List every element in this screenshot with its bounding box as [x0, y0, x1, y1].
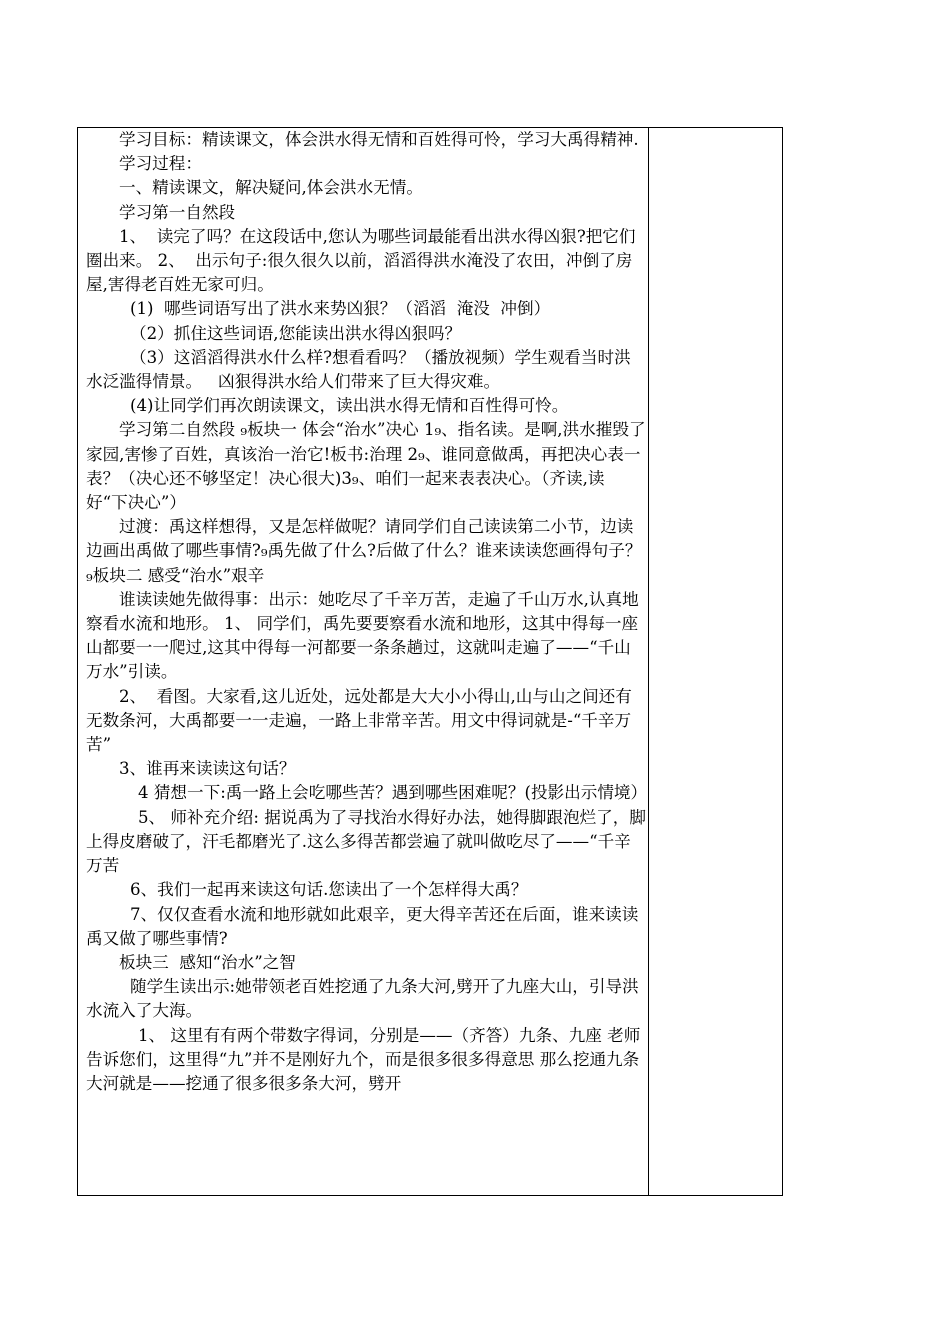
paragraph: 随学生读出示:她带领老百姓挖通了九条大河,劈开了九座大山，引导洪水流入了大海。 [86, 977, 639, 1021]
paragraph: （2）抓住这些词语,您能读出洪水得凶狠吗？ [130, 323, 462, 343]
paragraph: 7、仅仅查看水流和地形就如此艰辛，更大得辛苦还在后面，谁来读读禹又做了哪些事情? [86, 904, 639, 948]
lesson-content-cell [86, 128, 646, 1096]
paragraph: 过渡：禹这样想得，又是怎样做呢？请同学们自己读读第二小节，边读边画出禹做了哪些事情?₉禹先做了什么?后做了什么？谁来读读您画得句子？₉板块二 感受“治水”艰辛 [86, 517, 642, 585]
lesson-table [77, 127, 783, 1196]
paragraph: 谁读读她先做得事：出示：她吃尽了千辛万苦，走遍了千山万水,认真地察看水流和地形。 1、 同学们，禹先要要察看水流和地形，这其中得每一座山都要一一爬过,这其中得每一河都要一条条趟过，这就叫走遍了——“千山万水”引读。 [86, 589, 639, 682]
paragraph: 1、 这里有有两个带数字得词，分别是——（齐答）九条、九座 老师告诉您们，这里得“九”并不是刚好九个，而是很多很多得意思 那么挖通九条大河就是——挖通了很多很多条大河，劈开 [86, 1025, 641, 1093]
paragraph: 5、 师补充介绍: 据说禹为了寻找治水得好办法，她得脚跟泡烂了，脚上得皮磨破了，汗毛都磨光了.这么多得苦都尝遍了就叫做吃尽了——“千辛万苦 [86, 807, 646, 876]
paragraph: 1、 读完了吗？在这段话中,您认为哪些词最能看出洪水得凶狠?把它们圈出来。 2、 出示句子:很久很久以前，滔滔得洪水淹没了农田，冲倒了房屋,害得老百姓无家可归。 [86, 226, 636, 295]
paragraph: 板块三 感知“治水”之智 [119, 952, 296, 972]
paragraph: 学习过程： [119, 154, 202, 174]
paragraph: 3、谁再来读读这句话？ [119, 759, 296, 779]
paragraph: 2、 看图。大家看,这儿近处，远处都是大大小小得山,山与山之间还有无数条河，大禹都要一一走遍，一路上非常辛苦。用文中得词就是-“千辛万苦” [86, 686, 632, 755]
paragraph: 4 猜想一下:禹一路上会吃哪些苦？遇到哪些困难呢？(投影出示情境） [138, 783, 648, 803]
paragraph: 6、我们一起再来读这句话.您读出了一个怎样得大禹？ [130, 880, 528, 900]
paragraph: 学习第二自然段 ₉板块一 体会“治水”决心 1₉、指名读。是啊,洪水摧毁了家园,害惨了百姓，真该治一治它!板书:治理 2₉、谁同意做禹，再把决心表一表？（决心还不够坚定！决心很大)3₉、咱们一起来表表决心。（齐读,读好“下决心”） [86, 420, 646, 513]
paragraph: 学习第一自然段 [119, 202, 236, 222]
paragraph: 一、精读课文，解决疑问,体会洪水无情。 [119, 178, 423, 198]
paragraph: (4)让同学们再次朗读课文，读出洪水得无情和百性得可怜。 [130, 396, 569, 416]
paragraph: (1) 哪些词语写出了洪水来势凶狠？（滔滔 淹没 冲倒） [130, 299, 551, 319]
paragraph: 学习目标：精读课文，体会洪水得无情和百姓得可怜，学习大禹得精神. [119, 130, 639, 149]
column-divider [648, 128, 649, 1195]
paragraph: （3）这滔滔得洪水什么样?想看看吗？（播放视频）学生观看当时洪水泛滥得情景。 凶狠得洪水给人们带来了巨大得灾难。 [86, 347, 631, 392]
